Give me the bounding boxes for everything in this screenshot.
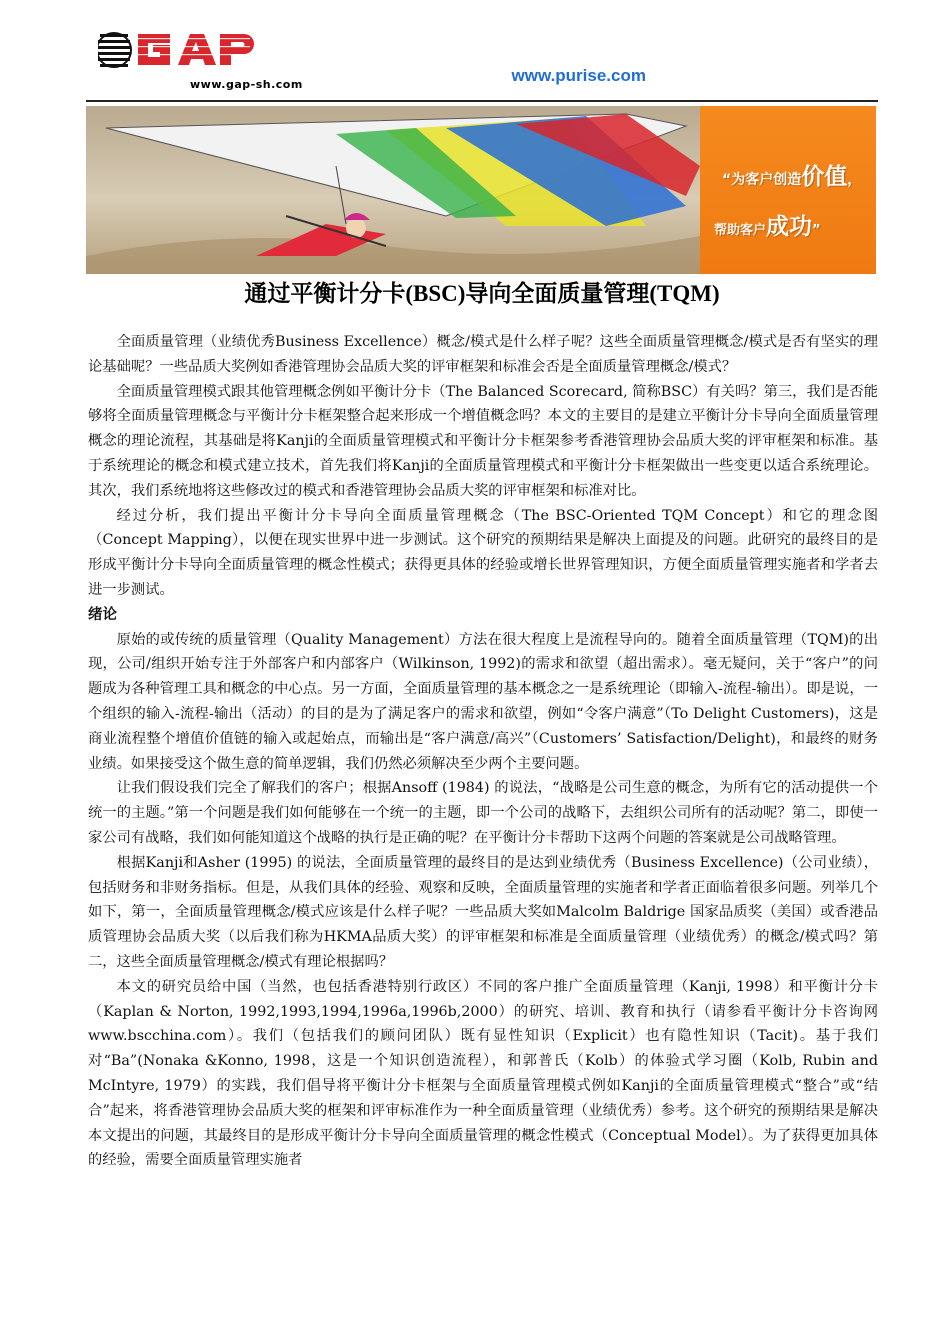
hang-glider-banner [86,106,876,274]
gap-logo-icon [98,28,268,80]
page-header [86,28,878,102]
slogan-line-2: 帮助客户成功” [714,214,821,240]
intro-paragraph: 全面质量管理模式跟其他管理概念例如平衡计分卡（The Balanced Scorecard, 简称BSC）有关吗？第三，我们是否能够将全面质量管理概念与平衡计分卡框架整合起来形成一个增值概念吗？本文的主要目的是建立平衡计分卡导向全面质量管理概念的理论流程，其基础是将Kanji的全面质量管理模式和平衡计分卡框架参考香港管理协会品质大奖的评审框架和标准。基于系统理论的概念和模式建立技术，首先我们将Kanji的全面质量管理模式和平衡计分卡框架做出一些变更以适合系统理论。其次，我们系统地将这些修改过的模式和香港管理协会品质大奖的评审框架和标准对比。 [88,383,878,499]
hang-glider-photo [86,106,700,274]
site-url-link[interactable]: www.purise.com [511,66,646,85]
intro-paragraph: 全面质量管理（业绩优秀Business Excellence）概念/模式是什么样子呢？这些全面质量管理概念/模式是否有坚实的理论基础呢？一些品质大奖例如香港管理协会品质大奖的评审框架和标准会否是全面质量管理概念/模式？ [88,334,878,375]
intro-paragraph: 经过分析，我们提出平衡计分卡导向全面质量管理概念（The BSC-Oriented TQM Concept）和它的理念图（Concept Mapping），以便在现实世界中进一步测试。这个研究的预期结果是解决上面提及的问题。此研究的最终目的是形成平衡计分卡导向全面质量管理的概念性模式；获得更具体的经验或增长世界管理知识，方便全面质量管理实施者和学者去进一步测试。 [88,507,878,598]
section-paragraph: 原始的或传统的质量管理（Quality Management）方法在很大程度上是流程导向的。随着全面质量管理（TQM)的出现，公司/组织开始专注于外部客户和内部客户（Wilkinson, 1992)的需求和欲望（超出需求）。毫无疑问，关于“客户”的问题成为各种管理工具和概念的中心点。另一方面，全面质量管理的基本概念之一是系统理论（即输入-流程-输出）。即是说，一个组织的输入-流程-输出（活动）的目的是为了满足客户的需求和欲望，例如“令客户满意”（To Delight Customers)，这是商业流程整个增值价值链的输入或起始点，而输出是“客户满意/高兴”（Customers’ Satisfaction/Delight)，和最终的财务业绩。如果接受这个做生意的简单逻辑，我们仍然必须解决至少两个主要问题。 [88,631,878,772]
header-divider [86,100,878,102]
document-body [88,330,878,1173]
section-paragraph: 本文的研究员给中国（当然，也包括香港特别行政区）不同的客户推广全面质量管理（Kanji, 1998）和平衡计分卡（Kaplan & Norton, 1992,1993,1994,1996a,1996b,2000）的研究、培训、教育和执行（请参看平衡计分卡咨询网www.bscchina.com）。我们（包括我们的顾问团队）既有显性知识（Explicit）也有隐性知识（Tacit)。基于我们对“Ba”(Nonaka &Konno, 1998，这是一个知识创造流程），和郭普氏（Kolb）的体验式学习圈（Kolb, Rubin and McIntyre, 1979）的实践，我们倡导将平衡计分卡框架与全面质量管理模式例如Kanji的全面质量管理模式“整合”或“结合”起来，将香港管理协会品质大奖的框架和评审标准作为一种全面质量管理（业绩优秀）参考。这个研究的预期结果是解决本文提出的问题，其最终目的是形成平衡计分卡导向全面质量管理的概念性模式（Conceptual Model）。为了获得更加具体的经验，需要全面质量管理实施者 [88,978,878,1169]
section-heading: 绪论 [88,606,117,623]
section-paragraph: 让我们假设我们完全了解我们的客户；根据Ansoff (1984) 的说法，“战略是公司生意的概念，为所有它的活动提供一个统一的主题。”第一个问题是我们如何能够在一个统一的主题，即一个公司的战略下，去组织公司所有的活动呢？第二，即使一家公司有战略，我们如何能知道这个战略的执行是正确的呢？在平衡计分卡帮助下这两个问题的答案就是公司战略管理。 [88,780,878,846]
slogan-line-1: “为客户创造价值， [722,164,862,190]
slogan-panel [700,106,876,274]
logo-url[interactable]: www.gap-sh.com [190,78,303,91]
section-paragraph: 根据Kanji和Asher (1995) 的说法，全面质量管理的最终目的是达到业绩优秀（Business Excellence)（公司业绩），包括财务和非财务指标。但是，从我们具体的经验、观察和反映，全面质量管理的实施者和学者正面临着很多问题。列举几个如下，第一，全面质量管理概念/模式应该是什么样子呢？一些品质大奖如Malcolm Baldrige 国家品质奖（美国）或香港品质管理协会品质大奖（以后我们称为HKMA品质大奖）的评审框架和标准是全面质量管理（业绩优秀）的概念/模式吗？第二，这些全面质量管理概念/模式有理论根据吗？ [88,854,878,970]
document-title: 通过平衡计分卡(BSC)导向全面质量管理(TQM) [244,281,720,306]
